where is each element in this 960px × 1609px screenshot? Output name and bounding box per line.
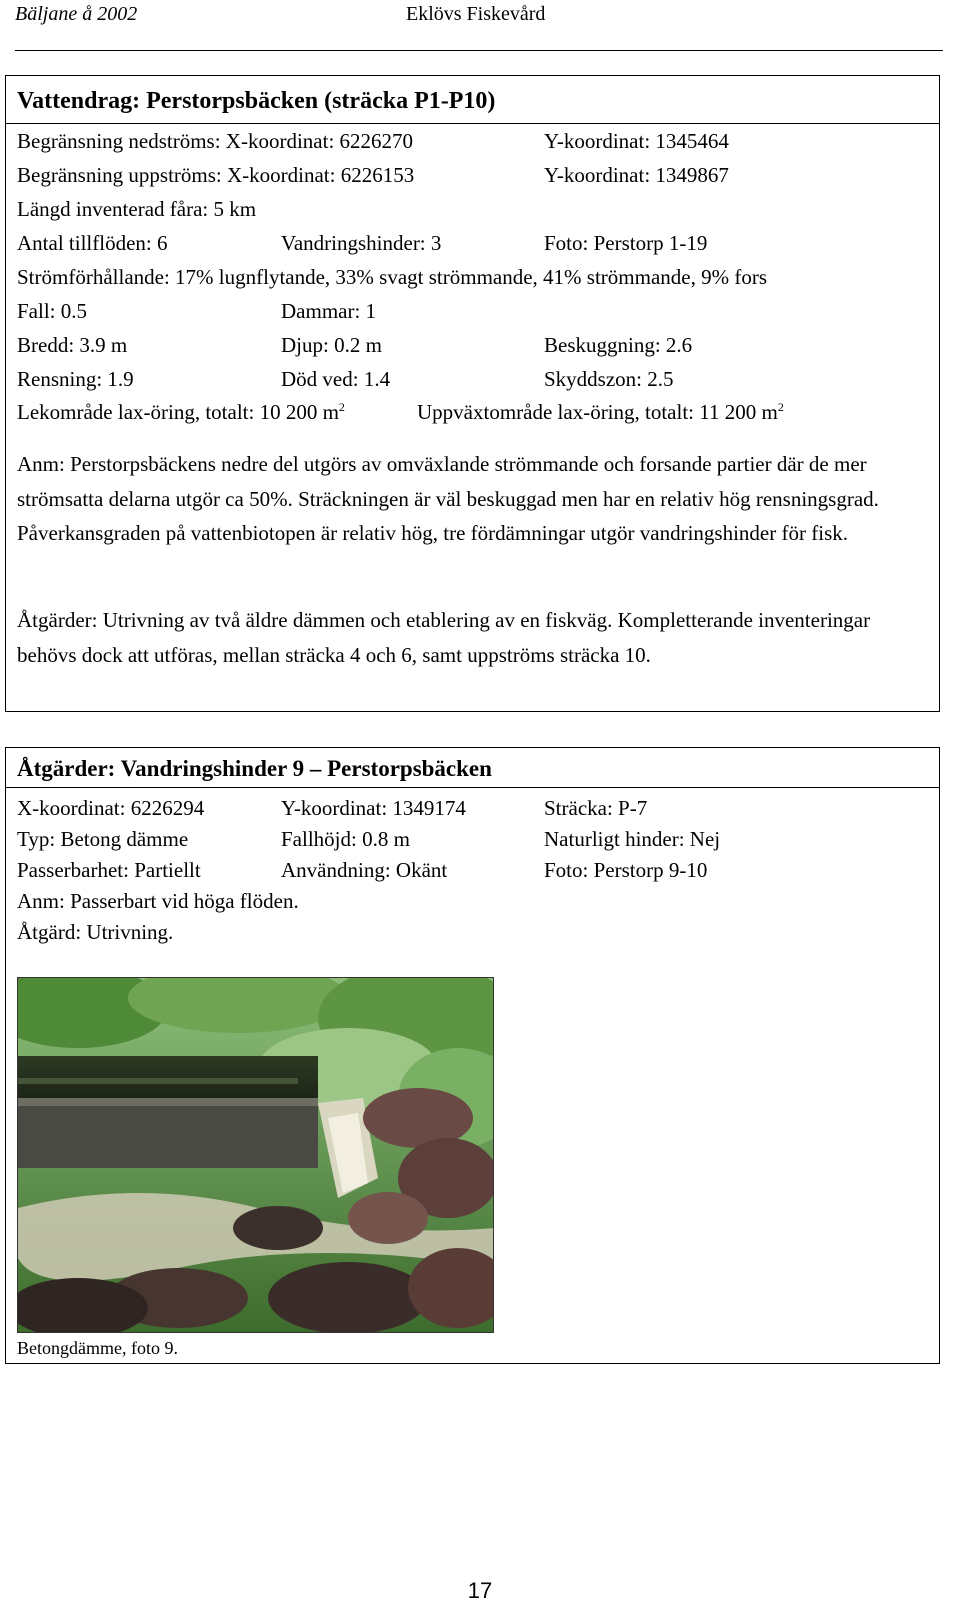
spawning-area	[17, 402, 345, 423]
barrier-action: Åtgärd: Utrivning.	[17, 920, 174, 944]
barrier-stretch: Sträcka: P-7	[544, 796, 648, 820]
nursery-area-unit-exp: 2	[777, 400, 784, 414]
downstream-x: Begränsning nedströms: X-koordinat: 6226270	[17, 129, 414, 153]
barrier-section	[5, 747, 940, 1364]
header-divider	[15, 50, 943, 51]
spawning-area-text: Lekområde lax-öring, totalt: 10 200 m	[17, 400, 339, 424]
dam-photo	[17, 977, 494, 1333]
dams: Dammar: 1	[281, 299, 377, 323]
header-left: Bäljane å 2002	[15, 3, 138, 25]
barrier-remark: Anm: Passerbart vid höga flöden.	[17, 889, 299, 913]
length-inventoried: Längd inventerad fåra: 5 km	[17, 197, 257, 221]
flow-conditions: Strömförhållande: 17% lugnflytande, 33% svagt strömmande, 41% strömmande, 9% fors	[17, 265, 768, 289]
tributaries: Antal tillflöden: 6	[17, 231, 168, 255]
remarks-paragraph: Anm: Perstorpsbäckens nedre del utgörs av omväxlande strömmande och forsande partier där de mer strömsatta delarna utgör ca 50%. Sträckningen är väl beskuggad men har en relativ hög rensningsgrad. Påverkansgraden på vattenbiotopen är relativ hög, tre fördämningar utgör vandringshinder för fisk.	[17, 452, 879, 545]
width: Bredd: 3.9 m	[17, 333, 128, 357]
upstream-x: Begränsning uppströms: X-koordinat: 6226153	[17, 163, 415, 187]
actions-paragraph: Åtgärder: Utrivning av två äldre dämmen och etablering av en fiskväg. Kompletterande inventeringar behövs dock att utföras, mellan sträcka 4 och 6, samt uppströms sträcka 10.	[17, 608, 871, 667]
nursery-area-text: Uppväxtområde lax-öring, totalt: 11 200 m	[417, 400, 778, 424]
barrier-usage: Användning: Okänt	[281, 858, 448, 882]
spawning-area-unit-exp: 2	[338, 400, 345, 414]
dead-wood: Död ved: 1.4	[281, 367, 391, 391]
gradient: Fall: 0.5	[17, 299, 88, 323]
upstream-y: Y-koordinat: 1349867	[544, 163, 729, 187]
barrier-type: Typ: Betong dämme	[17, 827, 189, 851]
nursery-area	[417, 402, 784, 423]
header-right: Eklövs Fiskevård	[406, 3, 546, 25]
buffer-zone: Skyddszon: 2.5	[544, 367, 674, 391]
photo-caption: Betongdämme, foto 9.	[17, 1338, 178, 1358]
barrier-y: Y-koordinat: 1349174	[281, 796, 466, 820]
barrier-title: Åtgärder: Vandringshinder 9 – Perstorpsbäcken	[6, 748, 939, 788]
page-number: 17	[467, 1578, 493, 1603]
barrier-natural: Naturligt hinder: Nej	[544, 827, 721, 851]
barrier-passability: Passerbarhet: Partiellt	[17, 858, 201, 882]
watercourse-section	[5, 75, 940, 712]
barrier-photo: Foto: Perstorp 9-10	[544, 858, 708, 882]
clearing: Rensning: 1.9	[17, 367, 134, 391]
depth: Djup: 0.2 m	[281, 333, 382, 357]
downstream-y: Y-koordinat: 1345464	[544, 129, 729, 153]
photo-ref: Foto: Perstorp 1-19	[544, 231, 708, 255]
shading: Beskuggning: 2.6	[544, 333, 693, 357]
watercourse-title: Vattendrag: Perstorpsbäcken (sträcka P1-P10)	[6, 76, 939, 124]
barrier-drop-height: Fallhöjd: 0.8 m	[281, 827, 410, 851]
barrier-x: X-koordinat: 6226294	[17, 796, 205, 820]
migration-barriers: Vandringshinder: 3	[281, 231, 442, 255]
